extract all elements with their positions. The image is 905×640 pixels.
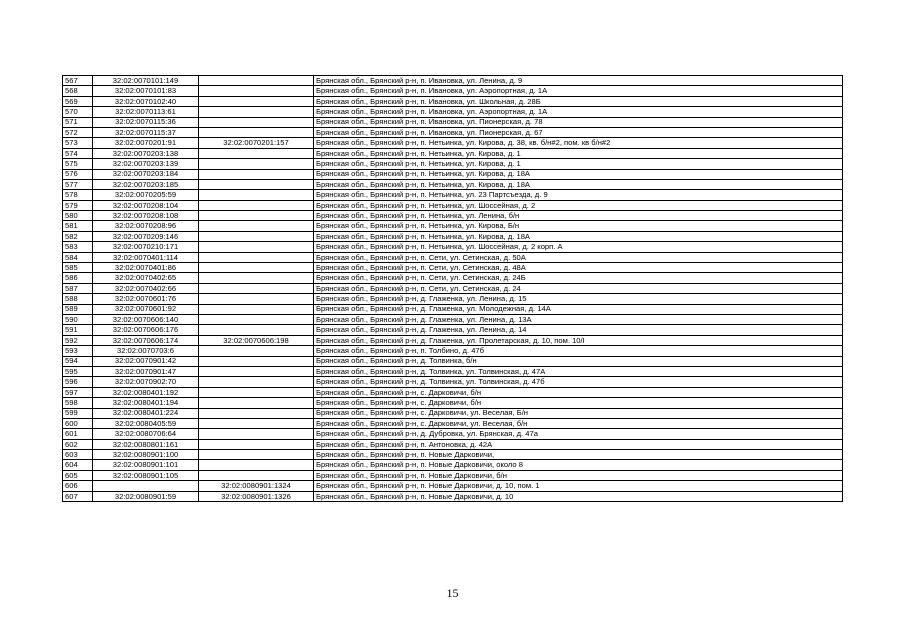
cadastral-number-cell: 32:02:0070115:37 <box>93 127 199 137</box>
cadastral-number-cell: 32:02:0070101:149 <box>93 76 199 86</box>
cadastral-number-cell: 32:02:0070703:6 <box>93 346 199 356</box>
row-number-cell: 601 <box>63 429 93 439</box>
address-cell: Брянская обл., Брянский р-н, п. Нетьинка, ул. Шоссейная, д. 2 корп. А <box>314 242 843 252</box>
cadastral-number-cell: 32:02:0070601:92 <box>93 304 199 314</box>
address-cell: Брянская обл., Брянский р-н, д. Глаженка, ул. Молодежная, д. 14А <box>314 304 843 314</box>
table-row <box>63 252 843 262</box>
parent-cadastral-number-cell <box>199 408 314 418</box>
address-cell: Брянская обл., Брянский р-н, п. Новые Дарковичи, д. 10 <box>314 491 843 501</box>
cadastral-number-cell: 32:02:0070208:104 <box>93 200 199 210</box>
row-number-cell: 595 <box>63 366 93 376</box>
parent-cadastral-number-cell <box>199 366 314 376</box>
address-cell: Брянская обл., Брянский р-н, п. Нетьинка, ул. Кирова, д. 18А <box>314 179 843 189</box>
row-number-cell: 590 <box>63 314 93 324</box>
cadastral-number-cell: 32:02:0070209:146 <box>93 231 199 241</box>
cadastral-number-cell: 32:02:0080405:59 <box>93 418 199 428</box>
cadastral-number-cell: 32:02:0070606:140 <box>93 314 199 324</box>
parent-cadastral-number-cell <box>199 107 314 117</box>
parent-cadastral-number-cell <box>199 117 314 127</box>
row-number-cell: 574 <box>63 148 93 158</box>
cadastral-number-cell: 32:02:0080901:100 <box>93 450 199 460</box>
row-number-cell: 582 <box>63 231 93 241</box>
address-cell: Брянская обл., Брянский р-н, п. Ивановка, ул. Пионерская, д. 78 <box>314 117 843 127</box>
address-cell: Брянская обл., Брянский р-н, п. Новые Дарковичи, <box>314 450 843 460</box>
row-number-cell: 589 <box>63 304 93 314</box>
row-number-cell: 578 <box>63 190 93 200</box>
cadastral-number-cell: 32:02:0070115:36 <box>93 117 199 127</box>
row-number-cell: 581 <box>63 221 93 231</box>
address-cell: Брянская обл., Брянский р-н, с. Дарковичи, ул. Веселая, Б/н <box>314 408 843 418</box>
row-number-cell: 572 <box>63 127 93 137</box>
parent-cadastral-number-cell <box>199 148 314 158</box>
cadastral-number-cell: 32:02:0080901:101 <box>93 460 199 470</box>
table-row <box>63 377 843 387</box>
parent-cadastral-number-cell <box>199 304 314 314</box>
parent-cadastral-number-cell <box>199 76 314 86</box>
cadastral-number-cell: 32:02:0070203:139 <box>93 159 199 169</box>
table-row <box>63 491 843 501</box>
parent-cadastral-number-cell <box>199 439 314 449</box>
parent-cadastral-number-cell <box>199 200 314 210</box>
row-number-cell: 591 <box>63 325 93 335</box>
parent-cadastral-number-cell: 32:02:0080901:1324 <box>199 481 314 491</box>
row-number-cell: 594 <box>63 356 93 366</box>
table-row <box>63 314 843 324</box>
parent-cadastral-number-cell <box>199 283 314 293</box>
address-cell: Брянская обл., Брянский р-н, п. Новые Дарковичи, д. 10, пом. 1 <box>314 481 843 491</box>
parent-cadastral-number-cell: 32:02:0070606:198 <box>199 335 314 345</box>
table-row <box>63 211 843 221</box>
row-number-cell: 605 <box>63 470 93 480</box>
parent-cadastral-number-cell <box>199 356 314 366</box>
cadastral-number-cell: 32:02:0070210:171 <box>93 242 199 252</box>
cadastral-number-cell: 32:02:0070901:47 <box>93 366 199 376</box>
address-cell: Брянская обл., Брянский р-н, п. Толбино, д. 47б <box>314 346 843 356</box>
registry-table-body <box>63 76 843 502</box>
address-cell: Брянская обл., Брянский р-н, п. Нетьинка, ул. Кирова, д. 1 <box>314 159 843 169</box>
table-row <box>63 304 843 314</box>
table-row <box>63 107 843 117</box>
address-cell: Брянская обл., Брянский р-н, п. Новые Дарковичи, около 8 <box>314 460 843 470</box>
table-row <box>63 418 843 428</box>
table-row <box>63 263 843 273</box>
parent-cadastral-number-cell <box>199 252 314 262</box>
table-row <box>63 398 843 408</box>
row-number-cell: 580 <box>63 211 93 221</box>
address-cell: Брянская обл., Брянский р-н, п. Нетьинка, ул. Кирова, Б/н <box>314 221 843 231</box>
parent-cadastral-number-cell <box>199 470 314 480</box>
table-row <box>63 325 843 335</box>
row-number-cell: 586 <box>63 273 93 283</box>
table-row <box>63 190 843 200</box>
parent-cadastral-number-cell <box>199 450 314 460</box>
row-number-cell: 602 <box>63 439 93 449</box>
parent-cadastral-number-cell <box>199 127 314 137</box>
cadastral-number-cell: 32:02:0070401:114 <box>93 252 199 262</box>
table-row <box>63 470 843 480</box>
row-number-cell: 567 <box>63 76 93 86</box>
parent-cadastral-number-cell <box>199 242 314 252</box>
cadastral-number-cell: 32:02:0080401:192 <box>93 387 199 397</box>
cadastral-number-cell: 32:02:0070606:174 <box>93 335 199 345</box>
row-number-cell: 583 <box>63 242 93 252</box>
row-number-cell: 597 <box>63 387 93 397</box>
parent-cadastral-number-cell <box>199 86 314 96</box>
address-cell: Брянская обл., Брянский р-н, п. Ивановка, ул. Школьная, д. 28Б <box>314 96 843 106</box>
cadastral-number-cell: 32:02:0080706:64 <box>93 429 199 439</box>
row-number-cell: 598 <box>63 398 93 408</box>
row-number-cell: 584 <box>63 252 93 262</box>
parent-cadastral-number-cell <box>199 273 314 283</box>
address-cell: Брянская обл., Брянский р-н, д. Глаженка, ул. Ленина, д. 15 <box>314 294 843 304</box>
table-row <box>63 231 843 241</box>
row-number-cell: 592 <box>63 335 93 345</box>
table-row <box>63 76 843 86</box>
row-number-cell: 575 <box>63 159 93 169</box>
table-row <box>63 294 843 304</box>
table-row <box>63 127 843 137</box>
address-cell: Брянская обл., Брянский р-н, п. Сети, ул. Сетинская, д. 50А <box>314 252 843 262</box>
table-row <box>63 481 843 491</box>
address-cell: Брянская обл., Брянский р-н, д. Толвинка, б/н <box>314 356 843 366</box>
address-cell: Брянская обл., Брянский р-н, п. Сети, ул. Сетинская, д. 48А <box>314 263 843 273</box>
row-number-cell: 569 <box>63 96 93 106</box>
page-number: 15 <box>446 586 459 600</box>
cadastral-number-cell: 32:02:0070203:138 <box>93 148 199 158</box>
address-cell: Брянская обл., Брянский р-н, д. Дубровка, ул. Брянская, д. 47а <box>314 429 843 439</box>
table-row <box>63 387 843 397</box>
cadastral-number-cell <box>93 481 199 491</box>
parent-cadastral-number-cell <box>199 190 314 200</box>
table-row <box>63 439 843 449</box>
table-row <box>63 148 843 158</box>
cadastral-number-cell: 32:02:0080901:105 <box>93 470 199 480</box>
address-cell: Брянская обл., Брянский р-н, д. Толвинка, ул. Толвинская, д. 47А <box>314 366 843 376</box>
address-cell: Брянская обл., Брянский р-н, п. Нетьинка, ул. Кирова, д. 18А <box>314 231 843 241</box>
parent-cadastral-number-cell <box>199 418 314 428</box>
address-cell: Брянская обл., Брянский р-н, п. Нетьинка, ул. Ленина, б/н <box>314 211 843 221</box>
address-cell: Брянская обл., Брянский р-н, п. Ивановка, ул. Ленина, д. 9 <box>314 76 843 86</box>
parent-cadastral-number-cell <box>199 377 314 387</box>
cadastral-number-cell: 32:02:0080801:161 <box>93 439 199 449</box>
row-number-cell: 576 <box>63 169 93 179</box>
address-cell: Брянская обл., Брянский р-н, п. Новые Дарковичи, б/н <box>314 470 843 480</box>
address-cell: Брянская обл., Брянский р-н, п. Нетьинка, ул. Кирова, д. 38, кв. б/н#2, пом. кв б/н#2 <box>314 138 843 148</box>
table-row <box>63 159 843 169</box>
table-row <box>63 117 843 127</box>
cadastral-number-cell: 32:02:0070101:83 <box>93 86 199 96</box>
table-row <box>63 460 843 470</box>
address-cell: Брянская обл., Брянский р-н, с. Дарковичи, ул. Веселая, б/н <box>314 418 843 428</box>
table-row <box>63 221 843 231</box>
address-cell: Брянская обл., Брянский р-н, п. Сети, ул. Сетинская, д. 24Б <box>314 273 843 283</box>
parent-cadastral-number-cell <box>199 179 314 189</box>
cadastral-number-cell: 32:02:0070102:40 <box>93 96 199 106</box>
table-row <box>63 335 843 345</box>
cadastral-number-cell: 32:02:0080901:59 <box>93 491 199 501</box>
cadastral-number-cell: 32:02:0070601:76 <box>93 294 199 304</box>
parent-cadastral-number-cell <box>199 429 314 439</box>
parent-cadastral-number-cell <box>199 211 314 221</box>
table-row <box>63 138 843 148</box>
row-number-cell: 571 <box>63 117 93 127</box>
cadastral-number-cell: 32:02:0070203:184 <box>93 169 199 179</box>
row-number-cell: 596 <box>63 377 93 387</box>
row-number-cell: 585 <box>63 263 93 273</box>
parent-cadastral-number-cell <box>199 294 314 304</box>
row-number-cell: 604 <box>63 460 93 470</box>
row-number-cell: 573 <box>63 138 93 148</box>
parent-cadastral-number-cell: 32:02:0070201:157 <box>199 138 314 148</box>
cadastral-number-cell: 32:02:0070901:42 <box>93 356 199 366</box>
address-cell: Брянская обл., Брянский р-н, п. Ивановка, ул. Аэропортная, д. 1А <box>314 107 843 117</box>
table-row <box>63 200 843 210</box>
cadastral-number-cell: 32:02:0070402:66 <box>93 283 199 293</box>
cadastral-number-cell: 32:02:0070401:86 <box>93 263 199 273</box>
row-number-cell: 606 <box>63 481 93 491</box>
row-number-cell: 568 <box>63 86 93 96</box>
row-number-cell: 570 <box>63 107 93 117</box>
address-cell: Брянская обл., Брянский р-н, д. Толвинка, ул. Толвинская, д. 47б <box>314 377 843 387</box>
cadastral-number-cell: 32:02:0070201:91 <box>93 138 199 148</box>
address-cell: Брянская обл., Брянский р-н, п. Нетьинка, ул. Кирова, д. 1 <box>314 148 843 158</box>
row-number-cell: 599 <box>63 408 93 418</box>
cadastral-number-cell: 32:02:0080401:194 <box>93 398 199 408</box>
table-row <box>63 450 843 460</box>
parent-cadastral-number-cell <box>199 159 314 169</box>
parent-cadastral-number-cell <box>199 263 314 273</box>
parent-cadastral-number-cell <box>199 169 314 179</box>
table-row <box>63 169 843 179</box>
address-cell: Брянская обл., Брянский р-н, п. Ивановка, ул. Пионерская, д. 67 <box>314 127 843 137</box>
parent-cadastral-number-cell <box>199 325 314 335</box>
table-row <box>63 96 843 106</box>
parent-cadastral-number-cell <box>199 314 314 324</box>
row-number-cell: 579 <box>63 200 93 210</box>
row-number-cell: 600 <box>63 418 93 428</box>
parent-cadastral-number-cell <box>199 387 314 397</box>
cadastral-number-cell: 32:02:0070902:70 <box>93 377 199 387</box>
cadastral-number-cell: 32:02:0070208:96 <box>93 221 199 231</box>
cadastral-number-cell: 32:02:0070113:61 <box>93 107 199 117</box>
address-cell: Брянская обл., Брянский р-н, п. Сети, ул. Сетинская, д. 24 <box>314 283 843 293</box>
parent-cadastral-number-cell: 32:02:0080901:1326 <box>199 491 314 501</box>
table-row <box>63 86 843 96</box>
table-row <box>63 366 843 376</box>
row-number-cell: 587 <box>63 283 93 293</box>
table-row <box>63 273 843 283</box>
table-row <box>63 408 843 418</box>
cadastral-number-cell: 32:02:0070203:185 <box>93 179 199 189</box>
address-cell: Брянская обл., Брянский р-н, п. Нетьинка, ул. 23 Партсъезда, д. 9 <box>314 190 843 200</box>
table-row <box>63 179 843 189</box>
address-cell: Брянская обл., Брянский р-н, п. Нетьинка, ул. Шоссейная, д. 2 <box>314 200 843 210</box>
parent-cadastral-number-cell <box>199 460 314 470</box>
address-cell: Брянская обл., Брянский р-н, д. Глаженка, ул. Пролетарская, д. 10, пом. 10/I <box>314 335 843 345</box>
parent-cadastral-number-cell <box>199 221 314 231</box>
cadastral-number-cell: 32:02:0070208:108 <box>93 211 199 221</box>
address-cell: Брянская обл., Брянский р-н, д. Глаженка, ул. Ленина, д. 13А <box>314 314 843 324</box>
cadastral-number-cell: 32:02:0070402:65 <box>93 273 199 283</box>
address-cell: Брянская обл., Брянский р-н, д. Глаженка, ул. Ленина, д. 14 <box>314 325 843 335</box>
row-number-cell: 603 <box>63 450 93 460</box>
parent-cadastral-number-cell <box>199 346 314 356</box>
parent-cadastral-number-cell <box>199 231 314 241</box>
table-row <box>63 283 843 293</box>
parent-cadastral-number-cell <box>199 96 314 106</box>
table-row <box>63 429 843 439</box>
table-row <box>63 346 843 356</box>
table-row <box>63 356 843 366</box>
cadastral-number-cell: 32:02:0080401:224 <box>93 408 199 418</box>
table-row <box>63 242 843 252</box>
cadastral-number-cell: 32:02:0070205:59 <box>93 190 199 200</box>
address-cell: Брянская обл., Брянский р-н, п. Нетьинка, ул. Кирова, д. 18А <box>314 169 843 179</box>
address-cell: Брянская обл., Брянский р-н, п. Ивановка, ул. Аэропортная, д. 1А <box>314 86 843 96</box>
property-registry-table <box>62 75 843 502</box>
row-number-cell: 588 <box>63 294 93 304</box>
row-number-cell: 593 <box>63 346 93 356</box>
address-cell: Брянская обл., Брянский р-н, с. Дарковичи, б/н <box>314 387 843 397</box>
address-cell: Брянская обл., Брянский р-н, п. Антоновка, д. 42А <box>314 439 843 449</box>
cadastral-number-cell: 32:02:0070606:176 <box>93 325 199 335</box>
address-cell: Брянская обл., Брянский р-н, с. Дарковичи, б/н <box>314 398 843 408</box>
parent-cadastral-number-cell <box>199 398 314 408</box>
row-number-cell: 607 <box>63 491 93 501</box>
row-number-cell: 577 <box>63 179 93 189</box>
